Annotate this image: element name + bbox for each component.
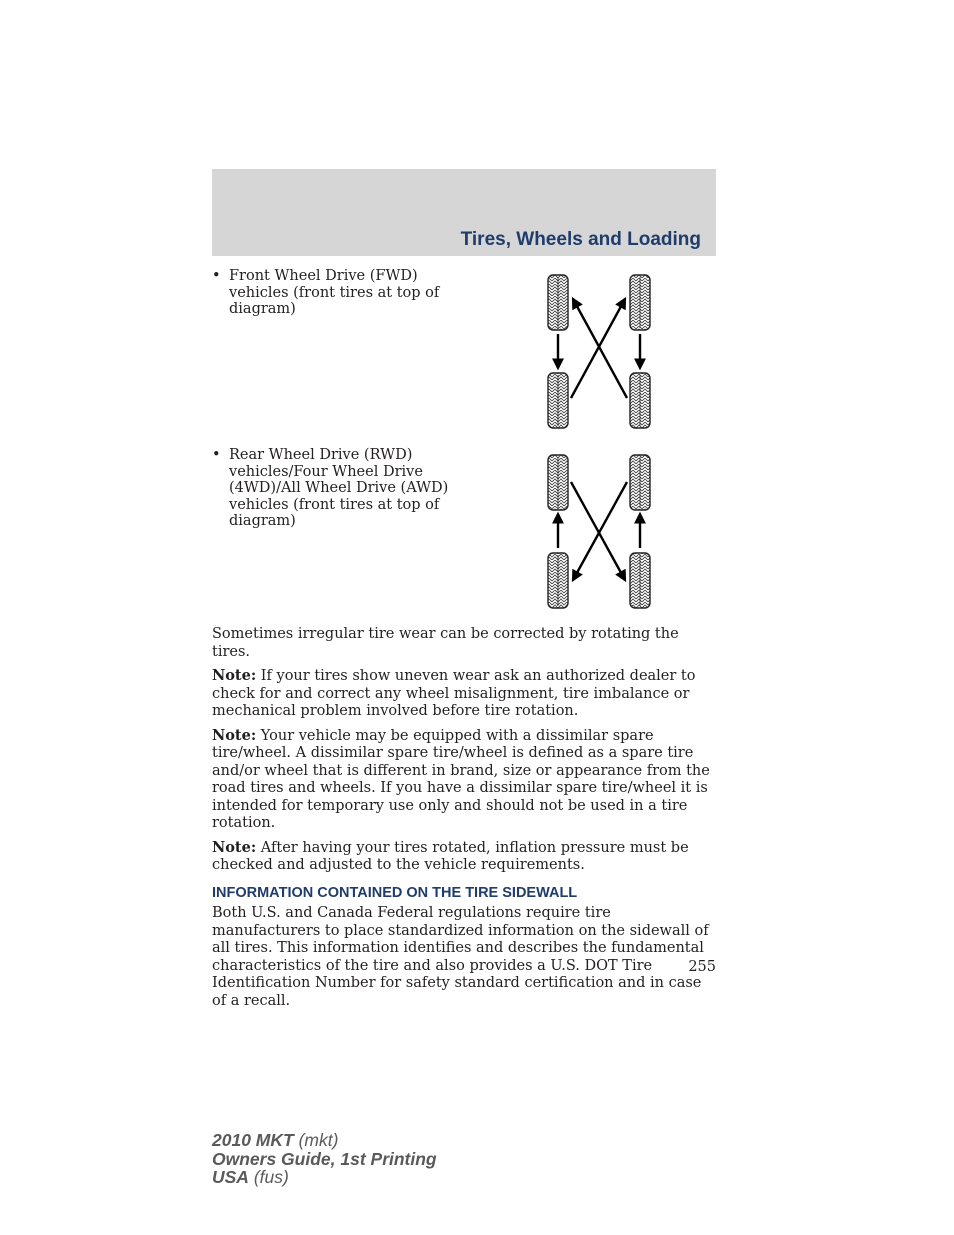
tire-icon — [548, 373, 568, 428]
footer-edition: Owners Guide, 1st Printing — [212, 1148, 437, 1169]
note-text: After having your tires rotated, inflation pressure must be checked and adjusted to the vehicle requirements. — [212, 839, 689, 873]
body-text — [212, 626, 718, 1016]
arrow-icon — [571, 482, 625, 580]
tire-icon — [630, 373, 650, 428]
tire-icon — [630, 275, 650, 330]
bullet-marker: • — [212, 447, 221, 463]
note-paragraph — [212, 727, 718, 833]
section-heading: INFORMATION CONTAINED ON THE TIRE SIDEWALL — [212, 884, 578, 901]
footer-line — [212, 1131, 437, 1150]
note-label: Note: — [212, 838, 257, 856]
note-paragraph — [212, 667, 718, 721]
footer-market: USA — [212, 1167, 249, 1187]
bullet-fwd — [212, 268, 462, 318]
tire-icon — [630, 455, 650, 510]
bullet-rwd-awd — [212, 447, 462, 530]
footer-market-code: (fus) — [248, 1167, 289, 1187]
note-label: Note: — [212, 667, 257, 684]
footer-line — [212, 1168, 437, 1187]
intro-paragraph: Sometimes irregular tire wear can be corrected by rotating the tires. — [212, 626, 679, 660]
page-title: Tires, Wheels and Loading — [460, 229, 701, 250]
footer — [212, 1131, 437, 1187]
footer-model: 2010 MKT — [212, 1130, 294, 1150]
note-text: If your tires show uneven wear ask an authorized dealer to check for and correct any wheel misalignment, tire imbalance or mechanical problem involved before tire rotation. — [212, 668, 696, 719]
header-band — [212, 169, 716, 256]
page-number: 255 — [688, 959, 716, 975]
rwd-awd-rotation-diagram — [540, 452, 660, 612]
arrow-icon — [573, 299, 627, 398]
note-label: Note: — [212, 726, 257, 744]
arrow-icon — [573, 482, 627, 580]
note-text: Your vehicle may be equipped with a dissimilar spare tire/wheel. A dissimilar spare tire/wheel is defined as a spare tire and/or wheel that is different in brand, size or appearance from the road tires and wheels. If you have a dissimilar spare tire/wheel it is intended for temporary use only and should not be used in a tire rotation. — [212, 727, 710, 831]
bullet-marker: • — [212, 268, 221, 284]
footer-model-code: (mkt) — [293, 1130, 339, 1150]
section-paragraph: Both U.S. and Canada Federal regulations require tire manufacturers to place standardized information on the sidewall of all tires. This information identifies and describes the fundamental characteristics of the tire and also provides a U.S. DOT Tire Identification Number for safety standard certification and in case of a recall. — [212, 905, 709, 1009]
tire-icon — [548, 275, 568, 330]
footer-line — [212, 1150, 437, 1169]
bullet-fwd-text: Front Wheel Drive (FWD) vehicles (front tires at top of diagram) — [229, 268, 440, 318]
arrow-icon — [571, 299, 625, 398]
tire-icon — [548, 455, 568, 510]
tire-icon — [548, 553, 568, 608]
bullet-rwd-awd-text: Rear Wheel Drive (RWD) vehicles/Four Wheel Drive (4WD)/All Wheel Drive (AWD) vehicles (front tires at top of diagram) — [229, 447, 449, 530]
tire-icon — [630, 553, 650, 608]
note-paragraph — [212, 839, 718, 875]
fwd-rotation-diagram — [540, 272, 660, 432]
